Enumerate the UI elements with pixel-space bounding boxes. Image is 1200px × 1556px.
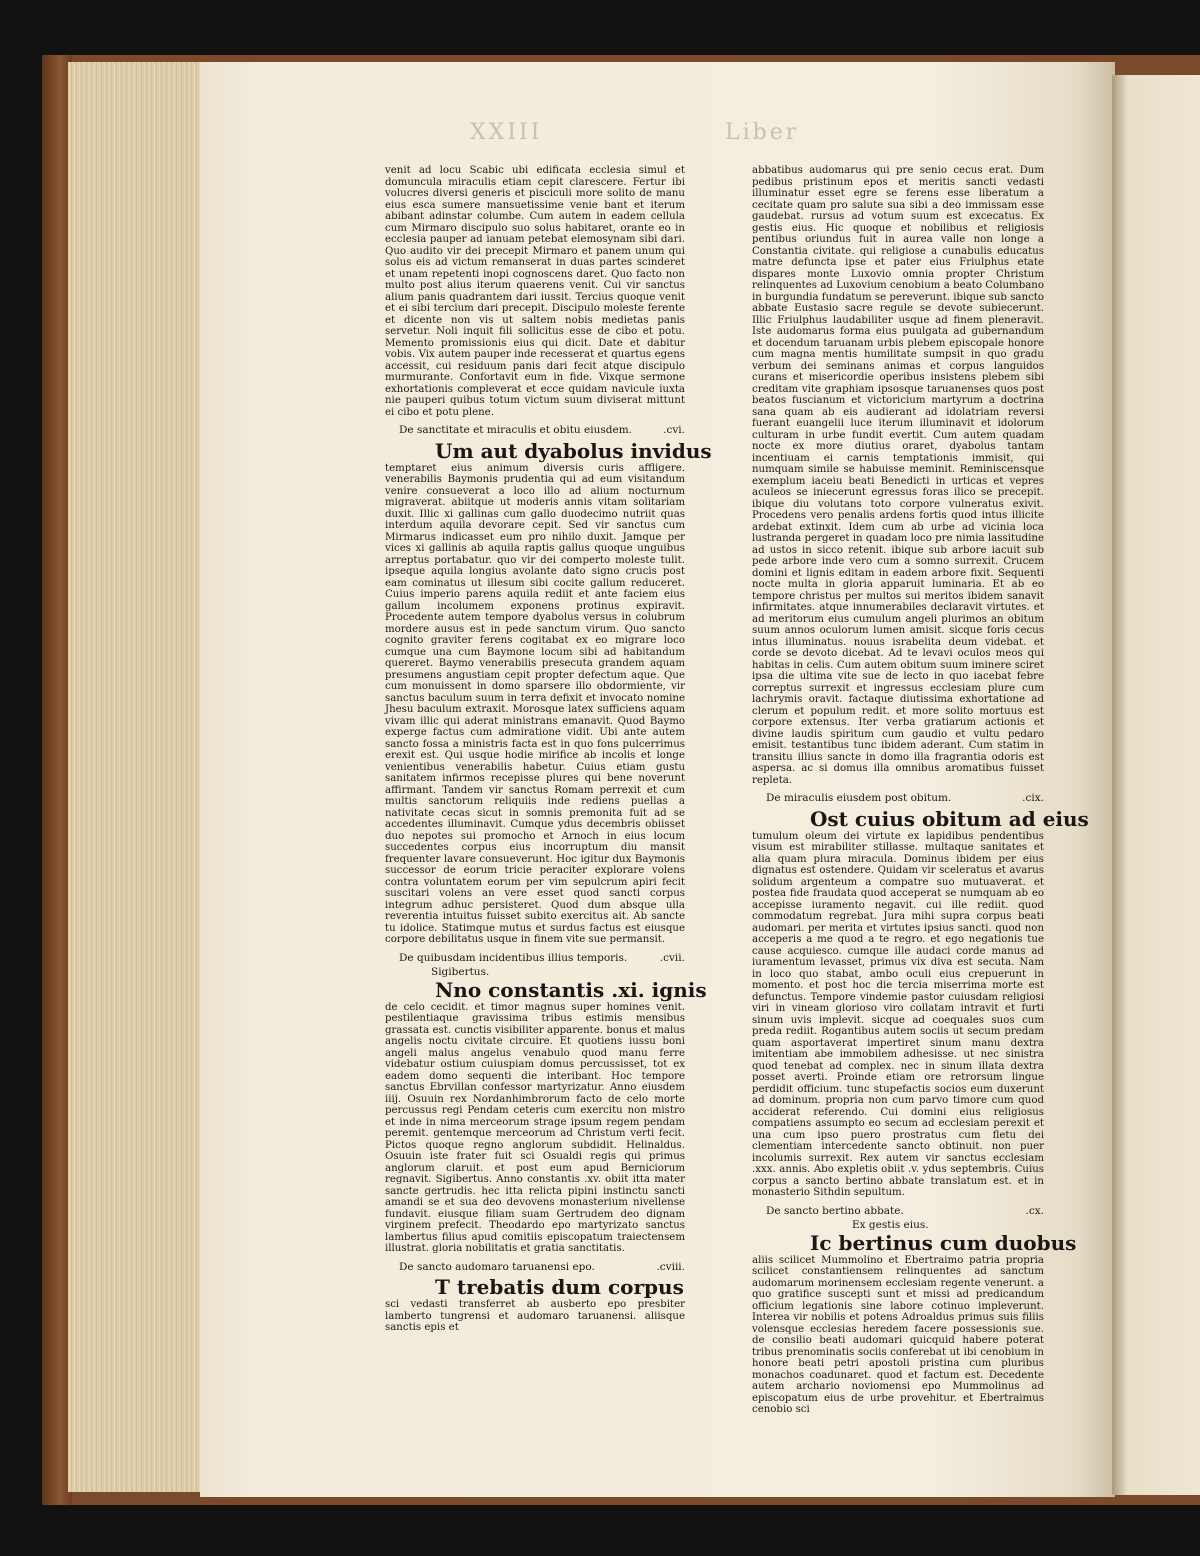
left-rubric-2 [399, 953, 685, 965]
left-rubric-3-title: De sancto audomaro taruanensi epo. [399, 1260, 595, 1273]
left-rubric-3 [399, 1262, 685, 1274]
left-rubric-2-title: De quibusdam incidentibus illius temporis. [399, 951, 628, 964]
left-rubric-1-title: De sanctitate et miraculis et obitu eiusdem. [399, 424, 632, 436]
right-rubric-1 [766, 793, 1044, 805]
running-head-show-through-right: Liber [725, 120, 800, 145]
left-rubric-1-number: .cvi. [663, 424, 685, 436]
right-rubric-2-title: De sancto bertino abbate. [766, 1204, 904, 1217]
left-heading-2: Nno constantis .xi. ignis [435, 977, 707, 1002]
facing-page-edge [1112, 75, 1200, 1495]
left-rubric-3-number: .cviii. [656, 1260, 685, 1273]
right-heading-2: Ic bertinus cum duobus [810, 1230, 1077, 1255]
left-heading-1: Um aut dyabolus invidus [435, 438, 712, 463]
running-head-show-through-left: XXIII [470, 120, 543, 145]
page-block-edge [68, 62, 208, 1492]
left-rubric-2-number: .cvii. [659, 951, 685, 964]
left-section-3: sci vedasti transferret ab ausberto epo presbiter lamberto tungrensi et audomaro taruanensi. aliisque sanctis epis et [385, 1299, 685, 1333]
left-heading-3: T trebatis dum corpus [435, 1275, 684, 1299]
left-section-2: de celo cecidit. et timor magnus super homines venit. pestilentiaque gravissima tribus estimis mensibus grassata est. cunctis visibiliter apparente. bonus et malus angelis noctu civitate circuire. Et quotiens iussu boni angeli malus angelus venabulo quod manu ferre videbatur ostium cuiuspiam domus percussisset, tot ex eadem domo sequenti die interibant. Hoc tempore sanctus Ebrvillan confessor martyrizatur. Anno eiusdem iiij. Osuuin rex Nordanhimbrorum facto de celo morte percussus regi Pendam ceteris cum exercitu non mistro et inde in nima merceorum strage ipsum regem pendam peremit. gentemque merceorum ad Christum verti fecit. Pictos quoque regno anglorum subdidit. Helinaldus. Osuuin iste frater fuit sci Osualdi regis qui primus anglorum claruit. et post eum apud Berniciorum regnavit. Sigibertus. Anno constantis .xv. obiit itta mater sancte gertrudis. hec itta relicta pipini instinctu sancti amandi se et sua deo devovens monasterium nivellense fundavit. eiusque filiam suam Gertrudem deo dignam virginem prefecit. Theodardo epo martyrizato sanctus lambertus filius apud comitiis episcopatum traiectensem illustrat. gloria nobilitatis et gratia sanctitatis. [385, 1001, 685, 1254]
right-rubric-1-title: De miraculis eiusdem post obitum. [766, 792, 952, 804]
right-section-1: tumulum oleum dei virtute ex lapidibus pendentibus visum est mirabiliter stillasse. multaque sanitates et alia quam plura miracula. Dominus ibidem per eius dignatus est ostendere. Quidam vir sceleratus et avarus solidum argenteum a compatre suo mutuaverat. et postea fide fraudata quod acceperat se numquam ab eo accepisse iuramento negavit. cui ille rediit. quod commodatum regrebat. Jura mihi supra corpus beati audomari. per merita et virtutes ipsius sancti. quod non acceperis a me quod a te regro. et ego negationis tue cause acquiesco. cumque ille audaci corde manus ad iuramentum levasset, primus vix diva est secuta. Nam in loco quo stabat, ambo oculi eius crepuerunt in momento. et post hoc die tercia miserrima morte est defunctus. Tempore vindemie pastor cuiusdam religiosi viri in vineam glorioso viro collatam intravit et furti sinum uvis implevit. sicque ad coequales suos cum preda rediit. Rogantibus autem sociis ut secum predam quam asportaverat impertiret sinum manu dextra imitentiam abe immobilem adhesisse. ut nec sinistra quod tenebat ad complex. nec in sinum illata dextra posset averti. Proinde etiam ore retrorsum lingue perdidit officium. tunc stupefactis socios eum duxerunt ad dominum. propria non cum parvo timore cum quod acciderat referendo. Cui domini eius religiosus compatiens assumpto eo secum ad ecclesiam perexit et una cum ipso puero prostratus cum fletu dei clementiam intercedente sancto obtinuit. non puer incolumis surrexit. Rex autem vir sanctus ecclesiam .xxx. annis. Abo expletis obiit .v. ydus septembris. Cuius corpus a sancto bertino abbate translatum est. et in monasterio Sithdin sepultum. [752, 830, 1044, 1198]
right-rubric-1-number: .cix. [1022, 792, 1044, 804]
right-heading-1: Ost cuius obitum ad eius [810, 806, 1089, 831]
left-rubric-2-source: Sigibertus. [431, 966, 490, 978]
left-opening-paragraph: venit ad locu Scabic ubi edificata ecclesia simul et domuncula miraculis etiam cepit clarescere. Fertur ibi volucres diversi generis et pisciculi more solito de manu eius esca sumere mansuetissime venie bant et iterum abibant adinstar columbe. Cum autem in eadem cellula cum Mirmaro discipulo suo solus habitaret, orante eo in ecclesia pauper ad ianuam petebat elemosynam sibi dari. Quo audito vir dei precepit Mirmaro et panem unum qui solus eis ad victum remanserat in duas partes scinderet et unam repetenti inopi cognoscens daret. Quo facto non multo post alius iterum quaerens venit. Cui vir sanctus alium panis quadrantem dari iussit. Tercius quoque venit et ei sibi tercium dari precepit. Discipulo moleste ferente et dicente non vis ut saltem nobis medietas panis servetur. Noli inquit fili sollicitus esse de cibo et potu. Memento promissionis eius qui dicit. Date et dabitur vobis. Vix autem pauper inde recesserat et quartus egens accessit, cui residuum panis dari fecit atque discipulo murmurante. Confortavit eum in fide. Vixque sermone exhortationis compleverat et ecce quidam navicule iuxta nie pauperi quibus totum victum suum diviserat mittunt ei cibo et potu plene. [385, 165, 685, 418]
left-section-1: temptaret eius animum diversis curis affligere. venerabilis Baymonis prudentia qui ad eum visitandum venire consueverat a loco illo ad alium nocturnum migraverat. abiitque ut moderis annis vitam solitariam duxit. Illic xi gallinas cum gallo duodecimo nutriit quas interdum aquila devorare cepit. Sed vir sanctus cum Mirmarus indicasset eum pro nihilo duxit. Jamque per vices xi gallinis ab aquila raptis gallus quoque unguibus arreptus portabatur. quo vir dei comperto moleste tulit. ipseque aquila longius avolante dato signo crucis post eam cominatus ut illesum sibi cocite gallum reduceret. Cuius imperio parens aquila rediit et ante faciem eius gallum incolumem exponens protinus expiravit. Procedente autem tempore dyabolus versus in colubrum mordere ausus est in pede sanctum virum. Quo sancto cognito graviter ferens cogitabat ex eo migrare loco cumque una cum Baymone locum sibi ad habitandum quereret. Baymo venerabilis presecuta grandem aquam presumens angustiam cepit propter defectum aque. Que cum monuissent in domo sparsere illo obdormiente, vir sanctus baculum suum in terra defixit et invocato nomine Jhesu baculum extraxit. Morosque latex sufficiens aquam vivam illic qui aderat ministrans emanavit. Quod Baymo experge factus cum admiratione vidit. Ubi ante autem sancto fossa a ministris facta est in quo fons pulcerrimus erexit est. Qui usque hodie mirifice ab incolis et longe venientibus venerabilis habetur. Cuius etiam gustu sanitatem infirmos recepisse plures qui bene noverunt affirmant. Tandem vir sanctus Romam perrexit et cum multis sanctorum reliquiis inde rediens puellas a nativitate cecas sicut in somnis premonita fuit ad se accedentes illuminavit. Cumque ydus decembris obiisset duo nepotes sui promocho et Arnoch in eius locum succedentes corpus eius incorruptum diu mansit frequenter lavare consueverunt. Hoc igitur dux Baymonis successor de eorum tricie peraciter explorare volens contra voluntatem eorum per vim sepulcrum apiri fecit suscitari volens an vere esset quod sancti corpus integrum adhuc persisteret. Quod dum absque ulla reverentia intuitus fuisset subito exercitus ait. Ab sancte tu idolice. Statimque mutus et surdus factus est eiusque corpore debilitatus usque in finem vite sue permansit. [385, 462, 685, 945]
left-rubric-1 [399, 425, 685, 437]
right-rubric-2-source: Ex gestis eius. [852, 1219, 929, 1231]
right-rubric-2-number: .cx. [1025, 1204, 1044, 1217]
right-opening-paragraph: abbatibus audomarus qui pre senio cecus erat. Dum pedibus pristinum epos et meritis sancti vedasti illuminatur esset egre se ferens esse liberatum a cecitate quam pro salute sua sibi a deo immissam esse gaudebat. rursus ad votum suum est excecatus. Ex gestis eius. Hic quoque et nobilibus et religiosis pentibus oriundus fuit in aurea valle non longe a Constantia civitate. qui religiose a cunabulis educatus matre defuncta ipse et pater eius Friulphus etate dispares monte Luxovio omnia propter Christum relinquentes ad Luxovium cenobium a beato Columbano in burgundia fundatum se pereverunt. ibique sub sancto abbate Eustasio sacre regule se devote subiecerunt. Illic Friulphus laudabiliter usque ad finem pleneravit. Iste audomarus forma eius puulgata ad gubernandum et docendum taruanam urbis plebem episcopale honore cum magna mentis humilitate sumpsit in quo gradu verbum dei seminans animas et corpus languidos curans et misericordie operibus insistens plebem sibi creditam vite graphiam ipsosque taruanenses quos post beatos fuscianum et victoricium martyrum a doctrina sana quam ab eis audierant ad idolatriam reversi fuerant euangelii luce iterum illuminavit et idolorum culturam in urbe fundit evertit. Cum autem quadam nocte ex more diutius oraret, dyabolus tantam incentiuam ei carnis temptationis immisit, qui numquam simile se habuisse meminit. Reminiscensque exemplum iaceiu beati Benedicti in urticas et vepres aculeos se iniecerunt egressus foras ilico se precepit. ibique diu volutans toto corpore vulneratus exivit. Procedens vero penalis ardens fortis quod intus illicite ardebat extinxit. Idem cum ab urbe ad vicinia loca lustranda pergeret in quadam loco pre nimia lassitudine ad ustos in sicco retenit. ibique sub arbore iacuit sub pede arbore inde vero cum a somno surrexit. Crucem domini et lignis editam in eadem arbore fixit. Sequenti nocte multa in gloria apparuit luminaria. Et ab eo tempore christus per multos sui meritos ibidem sanavit infirmitates. atque innumerabiles declaravit virtutes. et ad meritorum eius cumulum angeli plurimos an obitum suum annos oculorum lumen amisit. sicque foris cecus intus illuminatus. nouus israbelita deum videbat. et corde se devoto dicebat. Ad te levavi oculos meos qui habitas in celis. Cum autem obitum suum iminere sciret ipsa die ultima vite sue de lecto in quo iacebat febre correptus surrexit et ingressus ecclesiam plure cum lachrymis oravit. factaque diutissima exhortatione ad clerum et populum redit. et more solito mortuus est corpore extensus. Iter verba gratiarum actionis et divine laudis spiritum cum gaudio et vultu pedaro emisit. testantibus tunc ibidem aderant. Cum statim in transitu illius sancte in domo illa fragrantia odoris est aspersa. ac si domus illa omnibus aromatibus fuisset repleta. [752, 165, 1044, 786]
text-column-left [385, 165, 712, 1334]
right-section-2: aliis scilicet Mummolino et Ebertraimo patria propria scilicet constantiensem relinquentes ad sanctum audomarum morinensem ecclesiam regente venerunt. a quo gratifice suscepti sunt et missi ad predicandum officium legationis sine labore cotinuo impleverunt. Interea vir nobilis et potens Adroaldus primus suis filiis volensque ecclesias heredem facere possessionis sue. de consilio beati audomari quicquid habere poterat tribus prenominatis sociis conferebat ut ibi cenobium in honore beati petri apostoli pristina cum pluribus monachos coadunaret. quod et factum est. Decedente autem archario noviomensi epo Mummolinus ad episcopatum eius de urbe provehitur. et Ebertraimus cenobio sci [752, 1254, 1044, 1415]
text-column-right [752, 165, 1089, 1416]
right-rubric-2 [766, 1206, 1044, 1218]
